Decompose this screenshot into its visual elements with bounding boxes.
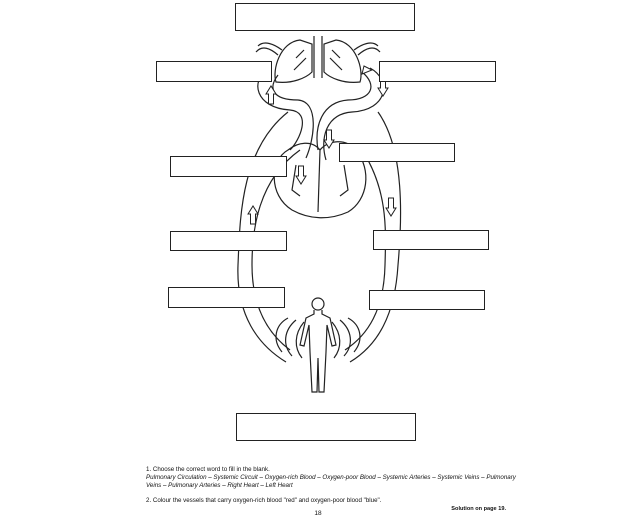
word-list: Pulmonary Circulation – Systemic Circuit – Oxygen-rich Blood – Oxygen-poor Blood – Systemic Arteries – Systemic Veins – Pulmonary Veins – Pulmonary Arteries – Right Heart – Left Heart xyxy=(146,474,516,489)
body-head xyxy=(312,298,324,310)
question-2: 2. Colour the vessels that carry oxygen-rich blood "red" and oxygen-poor blood "blue". xyxy=(146,497,382,504)
arrow-pulmonary-left xyxy=(266,86,276,104)
question-1: 1. Choose the correct word to fill in the blank. xyxy=(146,466,270,473)
blank-lower-right[interactable] xyxy=(369,290,485,310)
solution-note: Solution on page 19. xyxy=(451,506,506,512)
body-capillaries-right xyxy=(332,318,360,358)
lungs-outline xyxy=(275,40,312,82)
blank-bottom-center[interactable] xyxy=(236,413,416,441)
blank-middle-right[interactable] xyxy=(373,230,489,250)
arrow-right-down xyxy=(386,198,396,216)
instructions xyxy=(146,466,526,505)
blank-top-center[interactable] xyxy=(235,3,415,31)
blank-middle-right-upper[interactable] xyxy=(339,143,455,162)
arrow-heart-left xyxy=(296,166,306,184)
body-figure xyxy=(300,310,336,392)
blank-upper-left[interactable] xyxy=(156,61,272,82)
blank-middle-left-upper[interactable] xyxy=(170,156,287,177)
blank-lower-left[interactable] xyxy=(168,287,285,308)
blank-middle-left[interactable] xyxy=(170,231,287,251)
pulmonary-loop-right-inner xyxy=(317,72,371,150)
blank-upper-right[interactable] xyxy=(379,61,496,82)
page-number: 18 xyxy=(314,510,322,517)
arrow-top-left xyxy=(362,66,372,74)
body-capillaries-left xyxy=(276,318,304,358)
